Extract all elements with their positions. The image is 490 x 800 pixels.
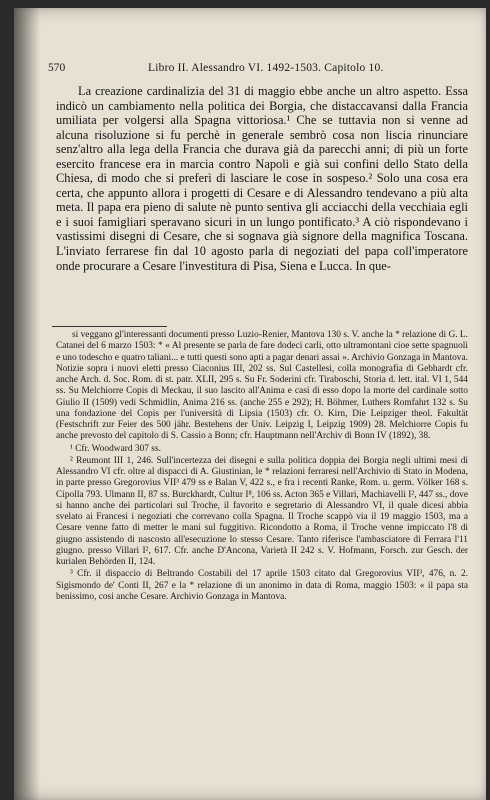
page-number: 570 [48,62,66,74]
footnote-separator [52,326,167,327]
book-page [14,8,486,800]
footnote-1: ¹ Cfr. Woodward 307 ss. [70,443,161,454]
footnotes [56,330,468,604]
page-gutter-shadow [14,8,40,800]
footnote-3: ³ Cfr. il dispaccio di Beltrando Costabili del 17 aprile 1503 citato dal Gregorovius VII³, 476, n. 2. Sigismondo de' Conti II, 267 e la * relazione di un anonimo in data di Roma, maggio 1503: « il papa sta benissimo, cosi anche Cesare. Archivio Gonzaga in Mantova. [56,569,468,602]
main-text: La creazione cardinalizia del 31 di maggio ebbe anche un altro aspetto. Essa indicò un cambiamento nella politica dei Borgia, che distaccavansi dalla Francia umiliata per volgersi alla Spagna vittoriosa.¹ Che se tuttavia non si venne ad alcuna risoluzione si fu perchè in generale sembrò cosa non liscia rinunciare senz'altro alla lega della Francia che durava già da parecchi anni; di più un forte esercito francese era in marcia contro Napoli e già sui confini dello Stato della Chiesa, di modo che si preferì di lasciare le cose in sospeso.² Solo una cosa era certa, che appunto allora i progetti di Cesare e di Alessandro tendevano a più alta meta. Il papa era pieno di salute nè punto sentiva gli acciacchi della vecchiaia egli e i suoi famigliari speravano sicuri in un lungo pontificato.³ A ciò rispondevano i vastissimi disegni di Cesare, che si sognava già signore della magnifica Toscana. L'inviato ferrarese fin dal 10 agosto parla di negoziati del papa coll'imperatore onde procurare a Cesare l'investitura di Pisa, Siena e Lucca. In que- [56,84,468,273]
footnote-2: ² Reumont III 1, 246. Sull'incertezza dei disegni e sulla politica doppia dei Borgia negli ultimi mesi di Alessandro VI cfr. oltre al dispacci di A. Giustinian, le * relazioni ferraresi nell'Archivio di Stato in Modena, in parte presso Gregorovius VII³ 479 ss e Balan V, 422 s., e fra i recenti Ranke, Rom. u. germ. Völker 168 s. Cipolla 793. Ulmann II, 87 ss. Burckhardt, Cultur I⁸, 106 ss. Acton 365 e Villari, Machiavelli I², 447 ss., dove si hanno anche dei particolari sul Troche, il favorito e segretario di Alessandro VI, il quale dicesi abbia svelato ai Francesi i negoziati che correvano colla Spagna. Il Troche scappò via il 19 maggio 1503, ma a Cesare venne fatto di metter le mani sul fuggitivo. Ricondotto a Roma, il Troche venne impiccato l'8 di giugno assistendo di nascosto all'esecuzione lo stesso Cesare. Tanto riferisce l'ambasciatore di Ferrara l'11 giugno. presso Villari I², 617. Cfr. anche D'Ancona, Varietà II 242 s. V. Hofmann, Forsch. zur Gesch. der kurialen Behörden II, 124. [56,455,468,567]
footnote-continued: si veggano gl'interessanti documenti presso Luzio-Renier, Mantova 130 s. V. anche la * relazione di G. L. Catanei del 6 marzo 1503: * « Al presente se parla de fare dodeci carli, otto ultramontani cioe sette spagnuoli e uno todescho e quatro taliani... e tutti questi sono apti a pagar denari assai ». Archivio Gonzaga in Mantova. Notizie sopra i nuovi eletti presso Ciaconius III, 202 ss. Sul Castellesi, colla monografia di Gebhardt cfr. anche Arch. d. Soc. Rom. di st. patr. XLII, 295 s. Su Fr. Soderini cfr. Tiraboschi, Storia d. lett. ital. VI 1, 544 ss. Su Melchiorre Copis di Meckau, il suo lascito all'Anima e casi di esso dopo la morte del cardinale sotto Giulio II (1509) vedi Schmidlin, Anima 216 ss. (anche 255 e 292); H. Böhmer, Luthers Romfahrt 132 s. Su una fondazione del Copis per l'università di Lipsia (1503) cfr. O. Kirn, Die Leipziger theol. Fakultät (Festschrift zur Feier des 500 jähr. Bestehens der Univ. Leipzig I, Leipzig 1909) 28. Melchiorre Copis fu anche prevosto del capitolo di S. Cassio a Bonn; cfr. Hauptmann nell'Archiv di Bonn IV (1892), 38. [56,330,468,442]
running-title: Libro II. Alessandro VI. 1492-1503. Capitolo 10. [148,62,384,74]
